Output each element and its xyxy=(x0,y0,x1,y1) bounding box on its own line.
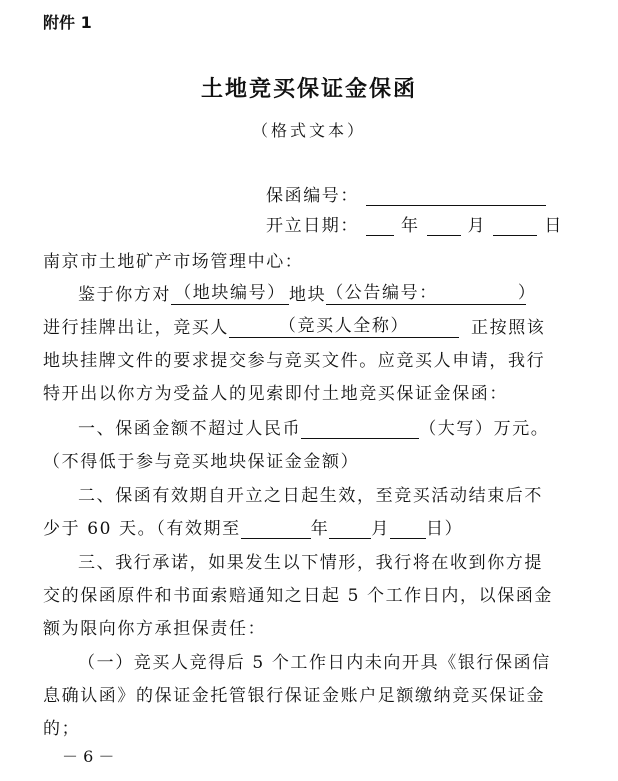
guarantee-no-row xyxy=(266,181,546,206)
valid-year-blank xyxy=(241,517,311,539)
sub1-line2: 息确认函》的保证金托管银行保证金账户足额缴纳竞买保证金 xyxy=(43,686,546,706)
amount-blank xyxy=(301,417,419,439)
notice-no-label: （公告编号： xyxy=(326,283,438,303)
notice-no-close: ） xyxy=(517,283,537,303)
para1-line2-prefix: 进行挂牌出让，竞买人 xyxy=(43,318,229,338)
clause2-prefix: 少于 60 天。（有效期至 xyxy=(43,519,241,539)
para1-line3: 地块挂牌文件的要求提交参与竞买文件。应竞买人申请，我行 xyxy=(43,351,546,371)
clause3-line2: 交的保函原件和书面索赔通知之日起 5 个工作日内，以保函金 xyxy=(43,586,554,606)
document-title: 土地竞买保证金保函 xyxy=(200,77,417,102)
sub1-line3: 的； xyxy=(43,719,81,739)
valid-year-unit: 年 xyxy=(310,519,330,539)
para1-plot-word: 地块 xyxy=(289,285,327,305)
page-number: － 6 － xyxy=(62,747,115,766)
clause3-line1: 三、我行承诺，如果发生以下情形，我行将在收到你方提 xyxy=(78,553,543,573)
bidder-name-field: （竞买人全称） xyxy=(229,316,459,338)
valid-month-blank xyxy=(329,517,371,539)
issue-date-label: 开立日期： xyxy=(266,216,359,236)
para1-line2 xyxy=(43,313,545,338)
clause2-line2 xyxy=(43,514,463,539)
issue-month-blank xyxy=(427,214,461,236)
issue-day-blank xyxy=(493,214,537,236)
clause1-line2: （不得低于参与竞买地块保证金金额） xyxy=(43,452,360,472)
clause3-line3: 额为限向你方承担保责任： xyxy=(43,619,267,639)
issue-year-blank xyxy=(366,214,394,236)
issue-date-row xyxy=(266,211,563,236)
valid-month-unit: 月 xyxy=(371,519,390,539)
sub1-line1: （一）竞买人竞得后 5 个工作日内未向开具《银行保函信 xyxy=(78,653,551,673)
valid-day-blank xyxy=(390,517,426,539)
issue-year-unit: 年 xyxy=(401,216,420,236)
issue-month-unit: 月 xyxy=(467,216,487,236)
para1-line1 xyxy=(78,280,537,305)
guarantee-no-blank xyxy=(366,184,546,206)
clause1-suffix: （大写）万元。 xyxy=(419,419,550,439)
clause1-line1 xyxy=(78,414,549,439)
clause1-prefix: 一、保函金额不超过人民币 xyxy=(78,419,302,439)
addressee: 南京市土地矿产市场管理中心： xyxy=(43,252,304,272)
para1-line4: 特开出以你方为受益人的见索即付土地竞买保证金保函： xyxy=(43,384,508,404)
clause2-line1: 二、保函有效期自开立之日起生效，至竞买活动结束后不 xyxy=(78,486,543,506)
issue-day-unit: 日 xyxy=(544,216,563,236)
para1-line2-suffix: 正按照该 xyxy=(471,318,546,338)
valid-day-unit: 日） xyxy=(425,519,464,539)
plot-no-field: （地块编号） xyxy=(171,283,289,305)
document-subtitle: （格式文本） xyxy=(251,121,366,140)
notice-no-field xyxy=(326,283,537,305)
guarantee-no-label: 保函编号： xyxy=(266,186,359,206)
attachment-label: 附件 1 xyxy=(43,13,92,32)
para1-prefix: 鉴于你方对 xyxy=(78,285,171,305)
